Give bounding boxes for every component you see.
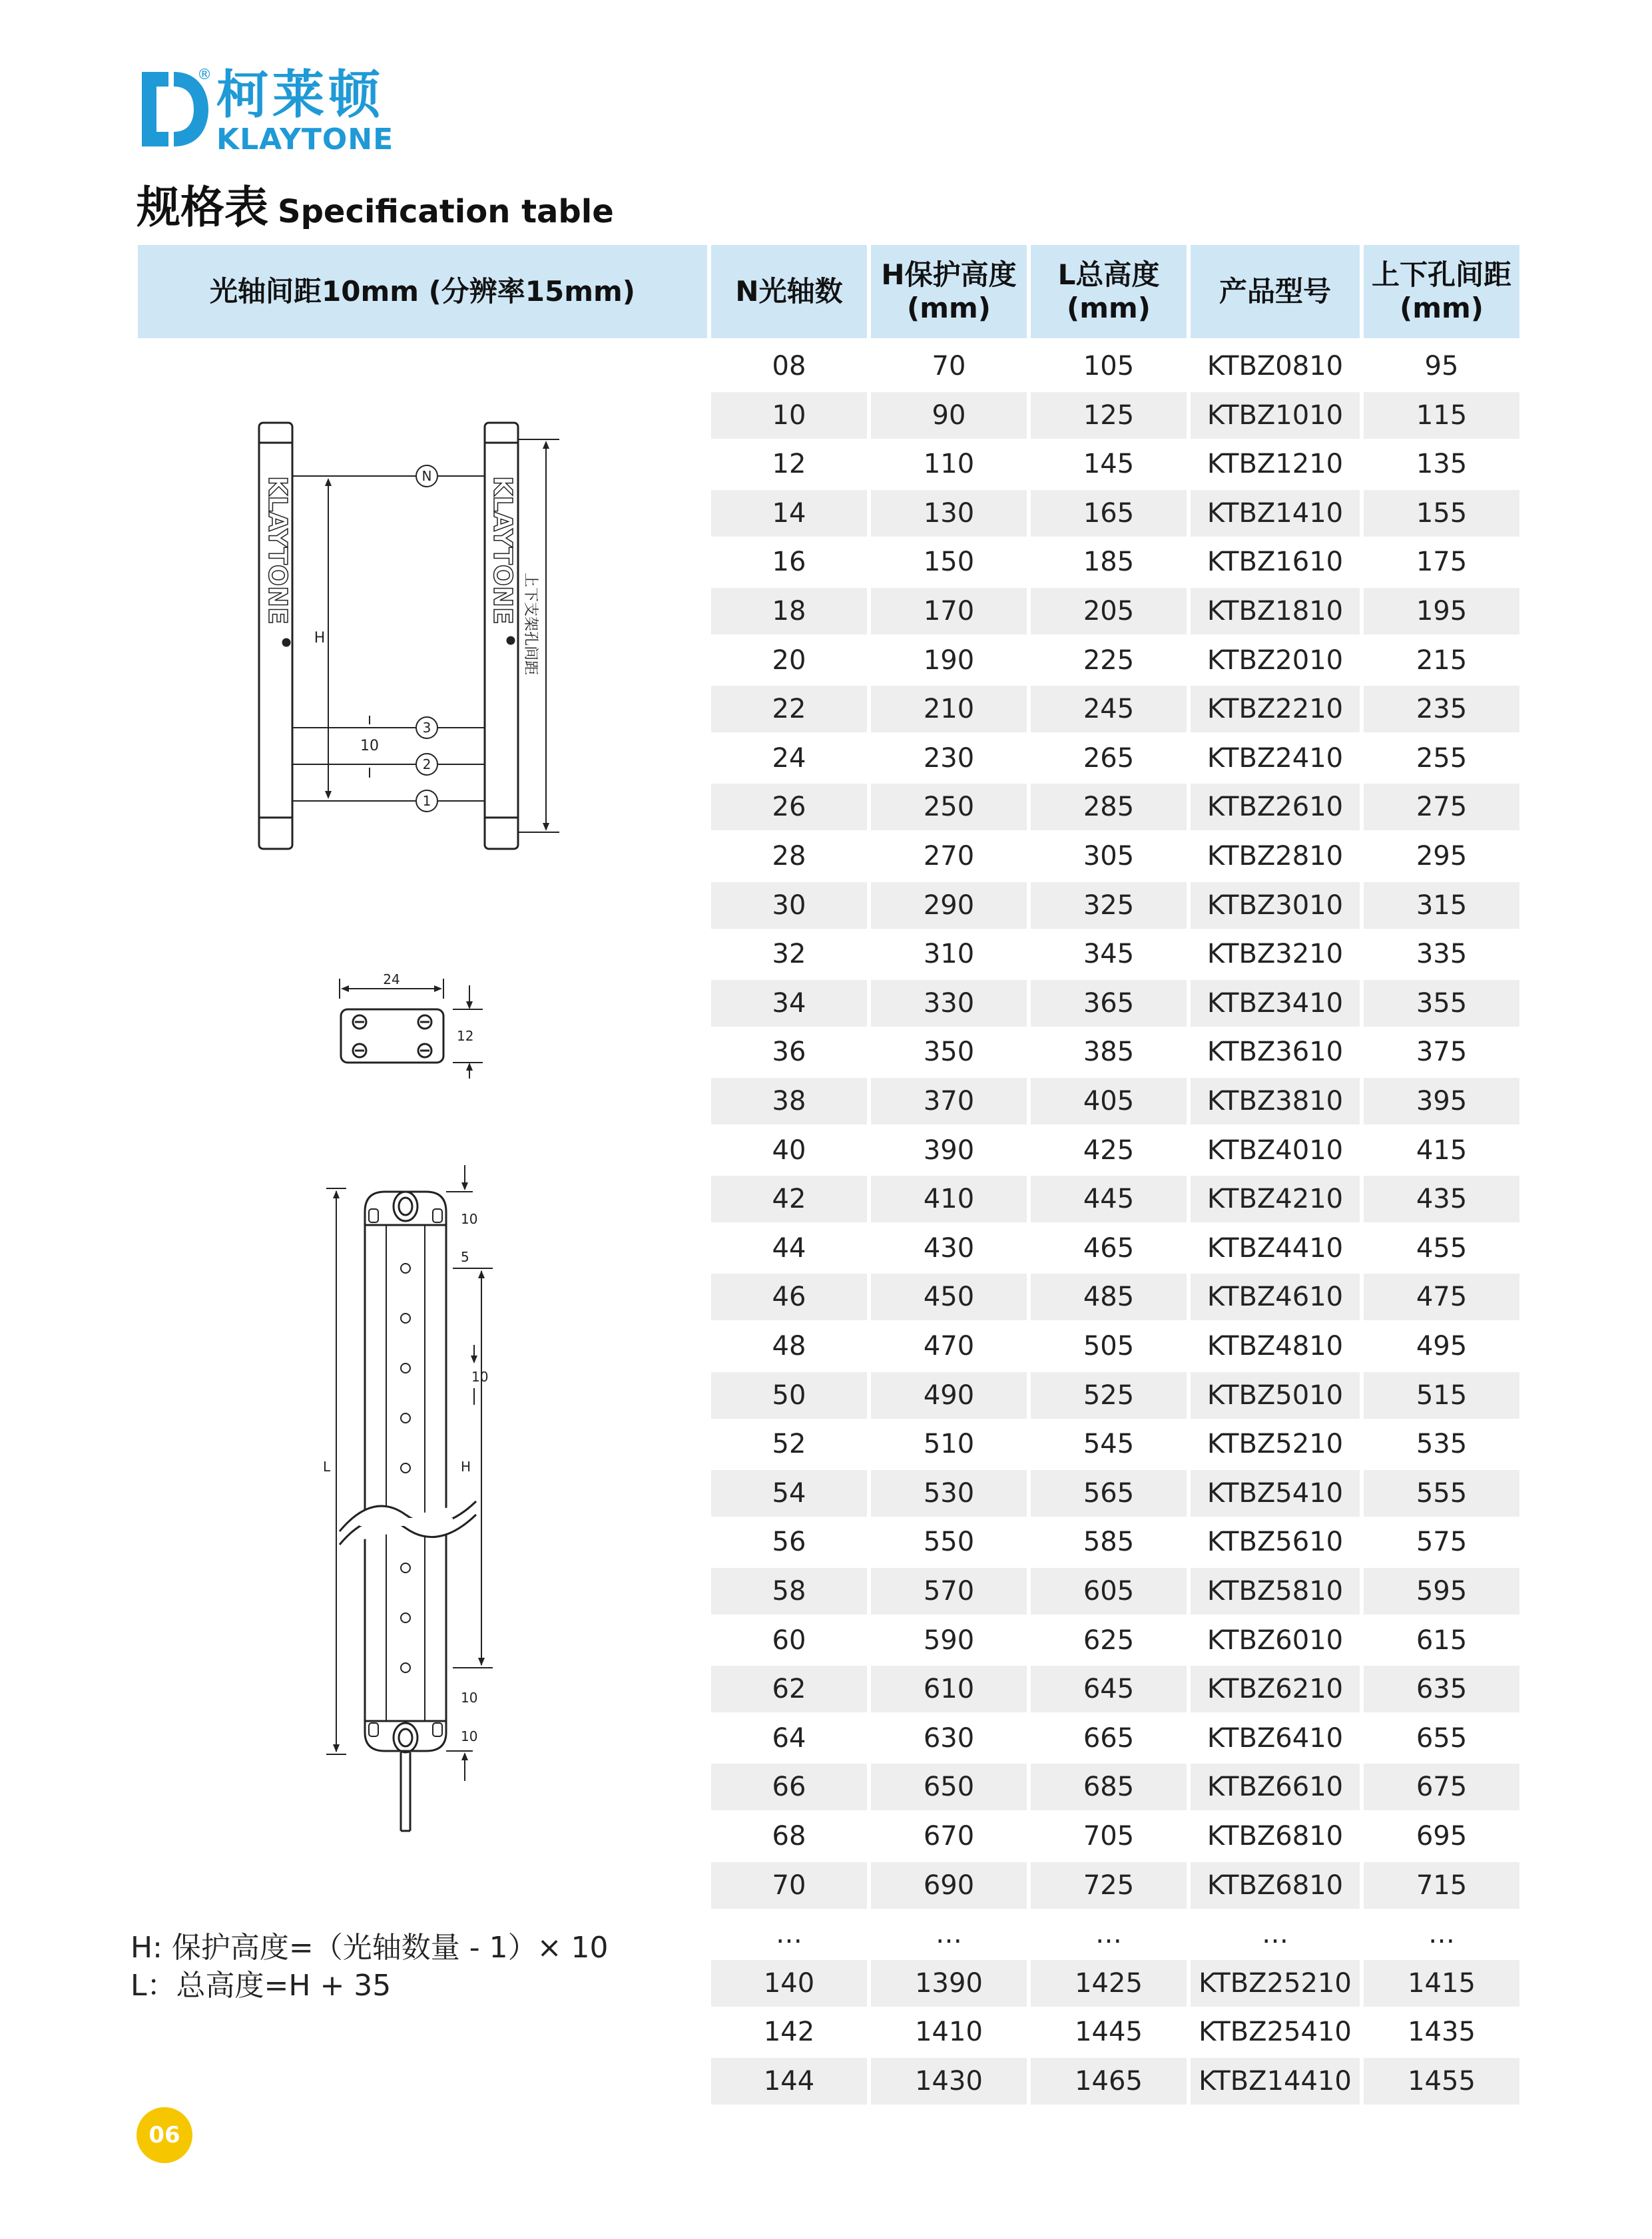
label-h-dim: H — [314, 630, 326, 646]
cell-n: 48 — [772, 1331, 806, 1362]
cell-h: 470 — [923, 1331, 975, 1362]
table-row — [711, 1764, 1519, 1810]
cell-h: 670 — [923, 1821, 975, 1852]
table-row — [711, 980, 1519, 1027]
header-h-line2: (mm) — [907, 292, 991, 324]
cell-h: 410 — [871, 1176, 1027, 1222]
cell-model: KTBZ1610 — [1207, 547, 1344, 578]
cell-n: 16 — [772, 547, 806, 578]
cell-model: KTBZ0810 — [1207, 351, 1344, 381]
cell-l: 185 — [1083, 547, 1135, 578]
cell-h: 230 — [923, 742, 975, 774]
cell-l: 645 — [1031, 1666, 1187, 1712]
cell-l: 145 — [1083, 449, 1135, 480]
cell-hole: 655 — [1416, 1722, 1468, 1754]
cell-model: KTBZ5010 — [1191, 1372, 1360, 1419]
page-title-cn: 规格表 — [137, 182, 268, 233]
cell-l: 725 — [1031, 1862, 1187, 1909]
label-beam-3: 3 — [422, 720, 431, 736]
cell-n: 144 — [711, 2058, 867, 2105]
cell-l: 545 — [1083, 1429, 1135, 1460]
table-row — [711, 1960, 1519, 2007]
cell-l: 285 — [1031, 784, 1187, 830]
cell-l: 625 — [1083, 1624, 1135, 1656]
cell-h: 430 — [923, 1232, 975, 1264]
cell-hole: 535 — [1416, 1429, 1468, 1460]
emitter-bottom-10b-label: 10 — [461, 1728, 478, 1744]
table-row — [711, 1862, 1519, 1909]
cell-n: 68 — [772, 1821, 806, 1852]
header-h-line1: H保护高度 — [881, 258, 1017, 291]
cell-n: 32 — [772, 939, 806, 970]
cell-hole: 315 — [1364, 882, 1519, 929]
bracket-diagram — [333, 972, 486, 1079]
cell-l: 465 — [1083, 1232, 1135, 1264]
cell-hole: 635 — [1364, 1666, 1519, 1712]
table-row — [711, 735, 1519, 782]
cell-n: 142 — [763, 2017, 815, 2048]
brand-name-cn: 柯莱顿 — [216, 65, 385, 125]
cell-h: 530 — [871, 1470, 1027, 1517]
cell-model: KTBZ5410 — [1191, 1470, 1360, 1517]
cell-h: 690 — [871, 1862, 1027, 1909]
cell-hole: 1415 — [1364, 1960, 1519, 2007]
cell-hole: 415 — [1416, 1134, 1468, 1166]
emitter-bottom-10a-label: 10 — [461, 1690, 478, 1706]
cell-h: 1430 — [871, 2058, 1027, 2105]
cell-l: 705 — [1083, 1821, 1135, 1852]
bracket-width-label: 24 — [383, 972, 400, 987]
cell-n: 62 — [711, 1666, 867, 1712]
cell-hole: 335 — [1416, 939, 1468, 970]
table-row — [711, 441, 1519, 487]
table-row — [711, 1225, 1519, 1272]
cell-l: 605 — [1031, 1568, 1187, 1615]
cell-h: 110 — [923, 449, 975, 480]
cell-n: 42 — [711, 1176, 867, 1222]
cell-l: 445 — [1031, 1176, 1187, 1222]
table-row — [711, 882, 1519, 929]
table-row — [711, 1519, 1519, 1565]
cell-hole: 235 — [1364, 686, 1519, 732]
emitter-top-10-label: 10 — [461, 1211, 478, 1227]
cell-h: 270 — [923, 841, 975, 871]
bracket-height-label: 12 — [457, 1028, 474, 1044]
cell-hole: 255 — [1416, 742, 1468, 774]
cell-l: 525 — [1031, 1372, 1187, 1419]
cell-model: KTBZ4210 — [1191, 1176, 1360, 1222]
table-row — [711, 1470, 1519, 1517]
cell-model: KTBZ4010 — [1207, 1134, 1344, 1166]
cell-model: KTBZ3410 — [1191, 980, 1360, 1027]
cell-l: 125 — [1031, 392, 1187, 439]
cell-h: 590 — [923, 1624, 975, 1656]
cell-model: KTBZ6810 — [1191, 1862, 1360, 1909]
header-n-label: N光轴数 — [735, 275, 843, 308]
cell-model: KTBZ2010 — [1207, 644, 1344, 676]
table-row — [711, 686, 1519, 732]
cell-hole: 595 — [1364, 1568, 1519, 1615]
cell-l: … — [1095, 1919, 1122, 1950]
cell-n: 10 — [711, 392, 867, 439]
cell-hole: 275 — [1364, 784, 1519, 830]
cell-model: KTBZ6210 — [1191, 1666, 1360, 1712]
cell-h: 390 — [923, 1134, 975, 1166]
cell-model: KTBZ4610 — [1191, 1274, 1360, 1320]
cell-hole: 375 — [1416, 1037, 1468, 1068]
emitter-side-view-diagram — [320, 1158, 519, 1838]
cell-hole: 215 — [1416, 644, 1468, 676]
cell-l: 685 — [1031, 1764, 1187, 1810]
table-row — [711, 833, 1519, 879]
table-row — [711, 1274, 1519, 1320]
header-hole-line1: 上下孔间距 — [1371, 258, 1512, 291]
emitter-l-label: L — [323, 1459, 331, 1475]
header-l — [1031, 245, 1187, 338]
cell-hole: 115 — [1364, 392, 1519, 439]
cell-n: 20 — [772, 644, 806, 676]
cell-h: 210 — [871, 686, 1027, 732]
cell-h: 190 — [923, 644, 975, 676]
cell-l: 365 — [1031, 980, 1187, 1027]
cell-hole: 175 — [1416, 547, 1468, 578]
emitter-h-label: H — [461, 1459, 471, 1475]
header-spacing-label: 光轴间距10mm (分辨率15mm) — [210, 275, 635, 308]
cell-n: 50 — [711, 1372, 867, 1419]
table-row — [711, 1176, 1519, 1222]
page-title — [137, 181, 614, 246]
cell-h: 450 — [871, 1274, 1027, 1320]
cell-n: 14 — [711, 490, 867, 537]
brand-name-en: KLAYTONE — [216, 123, 394, 156]
cell-n: 22 — [711, 686, 867, 732]
table-row — [711, 1568, 1519, 1615]
cell-model: KTBZ2410 — [1207, 742, 1344, 774]
cell-n: 60 — [772, 1624, 806, 1656]
table-row — [711, 539, 1519, 585]
cell-n: 66 — [711, 1764, 867, 1810]
cell-n: 46 — [711, 1274, 867, 1320]
table-row — [711, 1078, 1519, 1124]
cell-l: 225 — [1083, 644, 1135, 676]
cell-l: 305 — [1083, 841, 1135, 871]
cell-n: 18 — [711, 588, 867, 634]
cell-h: 170 — [871, 588, 1027, 634]
cell-l: 245 — [1031, 686, 1187, 732]
table-row — [711, 1029, 1519, 1075]
header-l-line2: (mm) — [1067, 292, 1151, 324]
cell-hole: 95 — [1424, 351, 1459, 381]
cell-model: KTBZ1810 — [1191, 588, 1360, 634]
cell-model: KTBZ3010 — [1191, 882, 1360, 929]
cell-hole: 355 — [1364, 980, 1519, 1027]
header-hole — [1364, 245, 1519, 338]
label-beam-1: 1 — [422, 793, 431, 809]
cell-hole: 435 — [1364, 1176, 1519, 1222]
cell-h: 370 — [871, 1078, 1027, 1124]
cell-l: 165 — [1031, 490, 1187, 537]
cell-model: KTBZ1010 — [1191, 392, 1360, 439]
cell-l: 345 — [1083, 939, 1135, 970]
table-row — [711, 1617, 1519, 1664]
cell-model: KTBZ5610 — [1207, 1527, 1344, 1558]
cell-model: KTBZ14410 — [1191, 2058, 1360, 2105]
cell-n: 52 — [772, 1429, 806, 1460]
cell-l: 565 — [1031, 1470, 1187, 1517]
cell-model: KTBZ5210 — [1207, 1429, 1344, 1460]
cell-n: 44 — [772, 1232, 806, 1264]
table-row — [711, 1666, 1519, 1712]
cell-n: 34 — [711, 980, 867, 1027]
light-curtain-pair-diagram — [246, 413, 579, 852]
table-row — [711, 637, 1519, 684]
table-row — [711, 392, 1519, 439]
cell-model: … — [1262, 1919, 1288, 1950]
cell-n: 70 — [711, 1862, 867, 1909]
cell-h: 70 — [932, 351, 966, 381]
table-row — [711, 2009, 1519, 2055]
cell-h: 330 — [871, 980, 1027, 1027]
label-beam-2: 2 — [422, 756, 431, 772]
table-row — [711, 1372, 1519, 1419]
cell-hole: … — [1428, 1919, 1455, 1950]
cell-n: 28 — [772, 841, 806, 871]
emitter-mid-10-label: 10 — [471, 1369, 489, 1385]
cell-l: 105 — [1083, 351, 1135, 381]
formula-l: L：总高度=H + 35 — [131, 1969, 392, 2003]
cell-n: 26 — [711, 784, 867, 830]
cell-model: KTBZ6410 — [1207, 1722, 1344, 1754]
label-10-dim: 10 — [360, 738, 379, 754]
cell-h: 610 — [871, 1666, 1027, 1712]
cell-n: 36 — [772, 1037, 806, 1068]
cell-hole: 675 — [1364, 1764, 1519, 1810]
page-title-en: Specification table — [278, 193, 614, 230]
cell-hole: 195 — [1364, 588, 1519, 634]
cell-h: 130 — [871, 490, 1027, 537]
cell-h: 550 — [923, 1527, 975, 1558]
header-spacing — [138, 245, 707, 338]
cell-hole: 155 — [1364, 490, 1519, 537]
table-row — [711, 343, 1519, 389]
cell-h: 350 — [923, 1037, 975, 1068]
cell-h: 90 — [871, 392, 1027, 439]
cell-hole: 695 — [1416, 1821, 1468, 1852]
cell-l: 505 — [1083, 1331, 1135, 1362]
cell-l: 325 — [1031, 882, 1187, 929]
header-n — [711, 245, 867, 338]
cell-model: KTBZ6010 — [1207, 1624, 1344, 1656]
cell-model: KTBZ3810 — [1191, 1078, 1360, 1124]
cell-h: 510 — [923, 1429, 975, 1460]
cell-n: 24 — [772, 742, 806, 774]
cell-h: 150 — [923, 547, 975, 578]
cell-h: 570 — [871, 1568, 1027, 1615]
diagram1-brand-left: KLAYTONE — [263, 476, 292, 624]
cell-hole: 555 — [1364, 1470, 1519, 1517]
cell-model: KTBZ2610 — [1191, 784, 1360, 830]
cell-model: KTBZ3210 — [1207, 939, 1344, 970]
cell-hole: 455 — [1416, 1232, 1468, 1264]
cell-h: 1390 — [871, 1960, 1027, 2007]
cell-model: KTBZ6810 — [1207, 1821, 1344, 1852]
cell-model: KTBZ4410 — [1207, 1232, 1344, 1264]
cell-l: 1445 — [1075, 2017, 1143, 2048]
cell-hole: 1435 — [1408, 2017, 1476, 2048]
cell-l: 1465 — [1031, 2058, 1187, 2105]
cell-model: KTBZ2810 — [1207, 841, 1344, 871]
cell-h: 650 — [871, 1764, 1027, 1810]
cell-n: 38 — [711, 1078, 867, 1124]
cell-model: KTBZ2210 — [1191, 686, 1360, 732]
emitter-top-5-label: 5 — [461, 1249, 469, 1265]
header-model — [1191, 245, 1360, 338]
header-hole-line2: (mm) — [1400, 292, 1484, 324]
cell-h: 490 — [871, 1372, 1027, 1419]
formula-h: H: 保护高度=（光轴数量 - 1）× 10 — [131, 1931, 609, 1965]
table-row — [711, 2058, 1519, 2105]
cell-model: KTBZ1410 — [1191, 490, 1360, 537]
cell-l: 385 — [1083, 1037, 1135, 1068]
cell-model: KTBZ3610 — [1207, 1037, 1344, 1068]
table-row — [711, 1421, 1519, 1467]
cell-n: 30 — [711, 882, 867, 929]
table-row — [711, 490, 1519, 537]
cell-l: 1425 — [1031, 1960, 1187, 2007]
table-row — [711, 1911, 1519, 1957]
cell-n: 58 — [711, 1568, 867, 1615]
cell-hole: 715 — [1364, 1862, 1519, 1909]
cell-n: 40 — [772, 1134, 806, 1166]
cell-hole: 515 — [1364, 1372, 1519, 1419]
table-row — [711, 1127, 1519, 1174]
cell-l: 265 — [1083, 742, 1135, 774]
cell-h: 250 — [871, 784, 1027, 830]
cell-hole: 495 — [1416, 1331, 1468, 1362]
cell-model: KTBZ25410 — [1199, 2017, 1352, 2048]
cell-l: 425 — [1083, 1134, 1135, 1166]
cell-n: 08 — [772, 351, 806, 381]
header-h — [871, 245, 1027, 338]
cell-n: … — [776, 1919, 802, 1950]
table-row — [711, 784, 1519, 830]
cell-l: 405 — [1031, 1078, 1187, 1124]
cell-model: KTBZ25210 — [1191, 1960, 1360, 2007]
cell-model: KTBZ4810 — [1207, 1331, 1344, 1362]
cell-hole: 135 — [1416, 449, 1468, 480]
cell-n: 56 — [772, 1527, 806, 1558]
cell-n: 54 — [711, 1470, 867, 1517]
cell-model: KTBZ6610 — [1191, 1764, 1360, 1810]
table-row — [711, 1813, 1519, 1860]
cell-model: KTBZ1210 — [1207, 449, 1344, 480]
cell-hole: 395 — [1364, 1078, 1519, 1124]
cell-n: 64 — [772, 1722, 806, 1754]
label-beam-n: N — [421, 468, 432, 484]
cell-hole: 1455 — [1364, 2058, 1519, 2105]
header-l-line1: L总高度 — [1057, 258, 1160, 291]
table-row — [711, 931, 1519, 977]
registered-mark: ® — [197, 67, 212, 83]
cell-hole: 615 — [1416, 1624, 1468, 1656]
cell-hole: 295 — [1416, 841, 1468, 871]
cell-l: 585 — [1083, 1527, 1135, 1558]
cell-hole: 475 — [1364, 1274, 1519, 1320]
cell-l: 485 — [1031, 1274, 1187, 1320]
cell-l: 665 — [1083, 1722, 1135, 1754]
cell-h: 630 — [923, 1722, 975, 1754]
cell-h: … — [936, 1919, 962, 1950]
table-row — [711, 1323, 1519, 1369]
cell-h: 290 — [871, 882, 1027, 929]
page-number-badge: 06 — [137, 2107, 192, 2163]
label-bracket-hole-distance: 上下支架孔间距 — [522, 573, 539, 676]
table-row — [711, 588, 1519, 634]
cell-model: KTBZ5810 — [1191, 1568, 1360, 1615]
cell-hole: 575 — [1416, 1527, 1468, 1558]
header-model-label: 产品型号 — [1219, 275, 1331, 308]
cell-l: 205 — [1031, 588, 1187, 634]
diagram1-brand-right: KLAYTONE — [488, 476, 517, 624]
table-row — [711, 1715, 1519, 1762]
cell-h: 310 — [923, 939, 975, 970]
cell-n: 140 — [711, 1960, 867, 2007]
cell-n: 12 — [772, 449, 806, 480]
cell-h: 1410 — [915, 2017, 983, 2048]
